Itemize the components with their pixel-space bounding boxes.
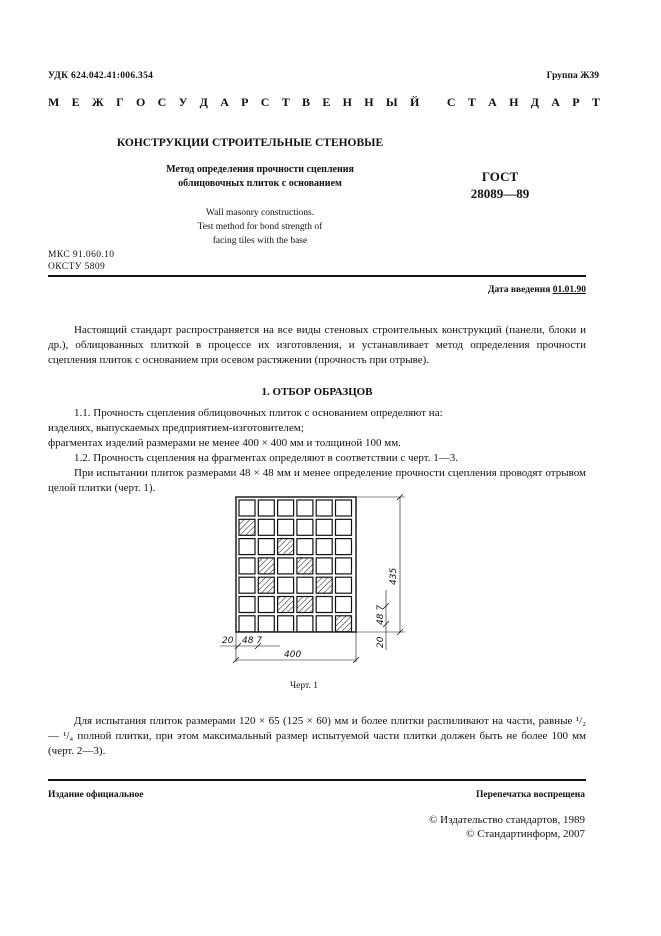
tested-tile <box>258 558 274 574</box>
english-title-line-3: facing tiles with the base <box>212 236 308 246</box>
mks-code: МКС 91.060.10 <box>48 250 115 260</box>
effective-date-label: Дата введения <box>487 285 553 295</box>
official-edition-label: Издание официальное <box>48 790 144 800</box>
tile <box>297 616 313 632</box>
dim-label-20-bottom: 20 <box>222 636 234 646</box>
banner-letter: Ы <box>385 95 398 109</box>
tested-tile <box>278 539 294 555</box>
tile-cutting-text: Для испытания плиток размерами 120 × 65 (125 × 60) мм и более плитки распиливают на части, равные ¹/₂ — ¹/₄ полной плитки, при этом максимальный размер испытуемой части плитки должен быть не более 100 мм (черт. 2—3). <box>48 715 586 757</box>
tile-cutting-paragraph <box>48 714 586 759</box>
header-divider <box>48 275 586 277</box>
intro-text: Настоящий стандарт распространяется на все виды стеновых строительных конструкций (панели, блоки и др.), облицованных плиткой в процессе их изготовления, и устанавливает метод определения прочности сцепления плиток с основанием при осевом растяжении (прочность при отрыве). <box>48 324 586 366</box>
tile <box>278 616 294 632</box>
tile <box>239 597 255 613</box>
section-1-body <box>48 406 586 496</box>
subtitle-line-1: Метод определения прочности сцепления <box>166 164 354 175</box>
tile <box>239 539 255 555</box>
tested-tile <box>297 558 313 574</box>
banner-letter: Г <box>116 95 124 109</box>
banner-letter: В <box>302 95 311 109</box>
tile <box>278 519 294 535</box>
tile <box>316 519 332 535</box>
intro-paragraph <box>48 323 586 368</box>
effective-date-value: 01.01.90 <box>552 285 586 295</box>
tile <box>278 577 294 593</box>
subtitle-line-2: облицовочных плиток с основанием <box>178 178 342 189</box>
tile <box>316 539 332 555</box>
tile <box>336 577 352 593</box>
banner-letter: Н <box>364 95 374 109</box>
english-title-line-2: Test method for bond strength of <box>197 222 323 232</box>
banner-letter: Н <box>342 95 352 109</box>
banner-letter: Т <box>467 95 476 109</box>
clause-1-2: 1.2. Прочность сцепления на фрагментах определяют в соответствии с черт. 1—3. <box>74 452 459 464</box>
dim-label-48-7-right: 48 7 <box>376 604 386 625</box>
english-title-line-1: Wall masonry constructions. <box>205 208 315 218</box>
copyright-line-1: © Издательство стандартов, 1989 <box>429 814 585 826</box>
banner-letter: О <box>135 95 146 109</box>
tile <box>239 558 255 574</box>
banner-letter: Д <box>530 95 539 109</box>
banner-letter: У <box>178 95 188 109</box>
clause-1-1-item-2: фрагментах изделий размерами не менее 400 × 400 мм и толщиной 100 мм. <box>48 437 401 449</box>
document-subtitle <box>90 163 430 191</box>
udk-code: УДК 624.042.41:006.354 <box>48 71 154 81</box>
banner-letter: М <box>48 95 60 109</box>
document-title: КОНСТРУКЦИИ СТРОИТЕЛЬНЫЕ СТЕНОВЫЕ <box>116 137 384 149</box>
tile <box>239 500 255 516</box>
english-title <box>140 206 380 248</box>
tile <box>239 616 255 632</box>
classification-codes <box>48 249 114 273</box>
tile <box>258 500 274 516</box>
banner-letter: Ж <box>91 95 104 109</box>
okstu-code: ОКСТУ 5809 <box>48 262 106 272</box>
tested-tile <box>278 597 294 613</box>
figure-1-drawing <box>200 490 440 670</box>
gost-label: ГОСТ <box>481 169 519 184</box>
gost-number: 28089—89 <box>470 186 530 201</box>
tile <box>316 558 332 574</box>
tested-tile <box>336 616 352 632</box>
banner-letter: Е <box>322 95 331 109</box>
tile <box>297 577 313 593</box>
tile <box>336 558 352 574</box>
clause-1-1-item-1: изделиях, выпускаемых предприятием-изготовителем; <box>48 422 304 434</box>
tile <box>278 500 294 516</box>
group-code: Группа Ж39 <box>546 71 599 81</box>
banner-letter: С <box>157 95 167 109</box>
effective-date <box>488 285 586 295</box>
banner-letter: С <box>446 95 456 109</box>
dim-label-20-right: 20 <box>376 636 386 648</box>
tile <box>278 558 294 574</box>
tile <box>297 519 313 535</box>
tile <box>258 597 274 613</box>
tested-tile <box>258 577 274 593</box>
banner-letter: Д <box>199 95 208 109</box>
banner-letter: А <box>488 95 497 109</box>
reprint-prohibited-label: Перепечатка воспрещена <box>475 790 585 800</box>
banner-letter: Н <box>509 95 519 109</box>
dim-label-435: 435 <box>389 567 399 585</box>
banner-letter: Й <box>409 95 420 109</box>
banner-letter: С <box>260 95 270 109</box>
tile <box>316 616 332 632</box>
tested-tile <box>297 597 313 613</box>
tile <box>336 597 352 613</box>
banner-letter <box>432 95 435 110</box>
tile <box>258 539 274 555</box>
tile-grid <box>239 500 352 632</box>
tile <box>316 597 332 613</box>
banner-letter: А <box>551 95 560 109</box>
tile <box>258 616 274 632</box>
tile <box>297 500 313 516</box>
tile <box>316 500 332 516</box>
dim-label-400: 400 <box>284 650 302 660</box>
banner-letter: Р <box>572 95 580 109</box>
copyright-line-2: © Стандартинформ, 2007 <box>466 828 585 840</box>
section-1-heading: 1. ОТБОР ОБРАЗЦОВ <box>261 386 373 398</box>
clause-1-1: 1.1. Прочность сцепления облицовочных плиток с основанием определяют на: <box>74 407 443 419</box>
tested-tile <box>316 577 332 593</box>
banner-letter: Р <box>241 95 249 109</box>
banner-letter: Т <box>281 95 290 109</box>
gost-designation <box>455 168 545 202</box>
banner-letter: Т <box>591 95 600 109</box>
tested-tile <box>239 519 255 535</box>
tile <box>258 519 274 535</box>
copyright-block <box>429 813 585 841</box>
interstate-standard-banner <box>48 95 600 110</box>
clause-1-2-text: При испытании плиток размерами 48 × 48 мм и менее определение прочности сцепления проводят отрывом целой плитки (черт. 1). <box>48 467 586 494</box>
banner-letter: Е <box>71 95 80 109</box>
tile <box>239 577 255 593</box>
tile <box>336 500 352 516</box>
footer-divider <box>48 779 586 781</box>
tile <box>336 539 352 555</box>
dim-label-48-7-bottom: 48 7 <box>242 636 263 646</box>
figure-1-caption: Черт. 1 <box>290 681 318 691</box>
banner-letter: А <box>220 95 229 109</box>
tile <box>297 539 313 555</box>
tile <box>336 519 352 535</box>
